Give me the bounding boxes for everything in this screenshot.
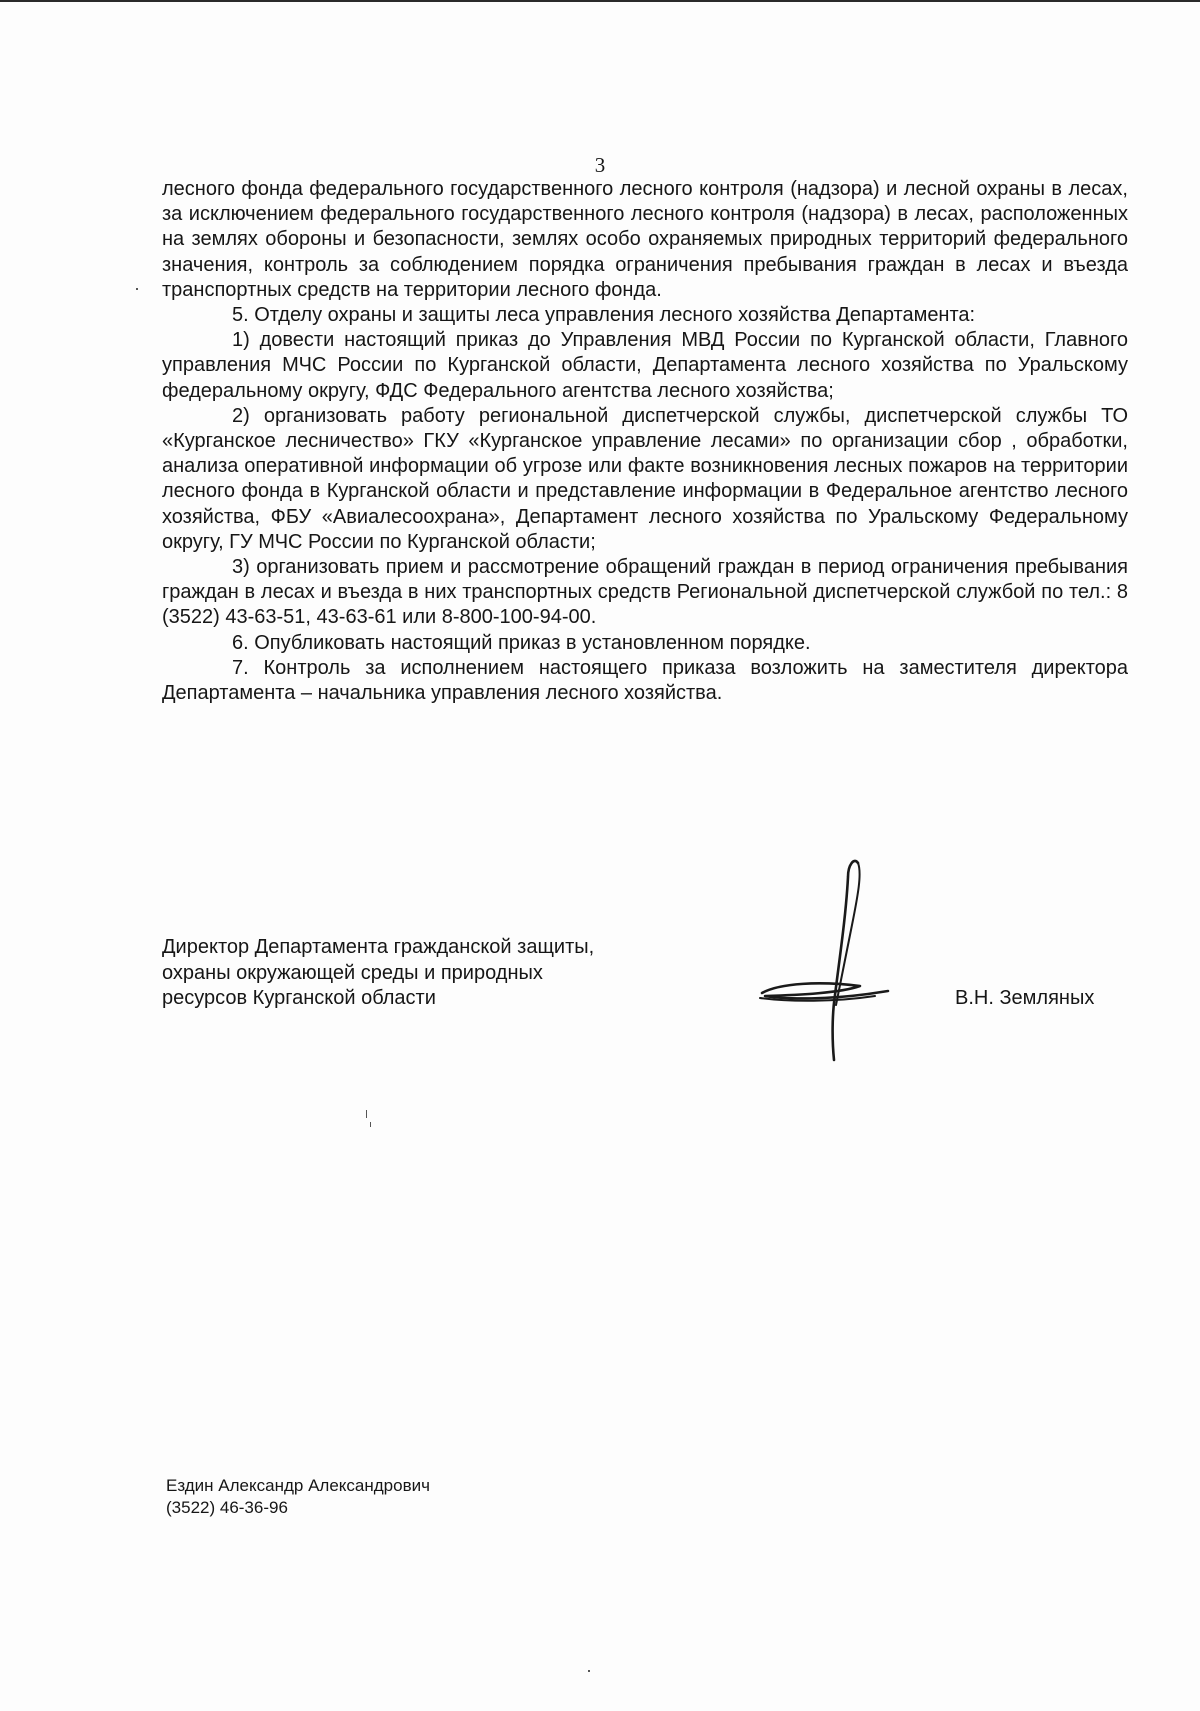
- scan-speck: [370, 1122, 371, 1127]
- scan-speck: [588, 1670, 590, 1672]
- signatory-position-line: Директор Департамента гражданской защиты,: [162, 936, 595, 958]
- paragraph-continuation: лесного фонда федерального государственного лесного контроля (надзора) и лесной охраны в лесах, за исключением федерального государственного лесного контроля (надзора) в лесах, расположенных на землях обороны и безопасности, землях особо охраняемых природных территорий федерального значения, контроль за соблюдением порядка ограничения пребывания граждан в лесах и въезда транспортных средств на территории лесного фонда.: [162, 178, 1128, 301]
- handwritten-signature: [740, 855, 910, 1070]
- scan-speck: [366, 1110, 367, 1118]
- paragraph-subitem-1: 1) довести настоящий приказ до Управления МВД России по Курганской области, Главного управления МЧС России по Курганской области, Департамента лесного хозяйства по Уральскому федеральному округу, ФДС Федерального агентства лесного хозяйства;: [162, 329, 1128, 402]
- paragraph-item-5: 5. Отделу охраны и защиты леса управления лесного хозяйства Департамента:: [232, 304, 976, 327]
- executor-info: [166, 1475, 430, 1518]
- page-number: 3: [594, 153, 606, 177]
- signatory-position: [162, 935, 722, 1012]
- scan-speck: [136, 288, 138, 290]
- signatory-name: В.Н. Земляных: [955, 987, 1095, 1009]
- document-body: [162, 177, 1128, 706]
- executor-phone: (3522) 46-36-96: [166, 1497, 288, 1517]
- paragraph-item-7: 7. Контроль за исполнением настоящего приказа возложить на заместителя директора Департамента – начальника управления лесного хозяйства.: [162, 656, 1128, 705]
- scan-top-edge: [0, 0, 1200, 2]
- paragraph-subitem-2: 2) организовать работу региональной диспетчерской службы, диспетчерской службы ТО «Курганское лесничество» ГКУ «Курганское управление лесами» по организации сбор , обработки, анализа оперативной информации об угрозе или факте возникновения лесных пожаров на территории лесного фонда в Курганской области и представление информации в Федеральное агентство лесного хозяйства, ФБУ «Авиалесоохрана», Департамент лесного хозяйства по Уральскому Федеральному округу, ГУ МЧС России по Курганской области;: [162, 404, 1128, 553]
- signatory-position-line: ресурсов Курганской области: [162, 987, 436, 1009]
- executor-name: Ездин Александр Александрович: [166, 1476, 430, 1495]
- paragraph-subitem-3: 3) организовать прием и рассмотрение обращений граждан в период ограничения пребывания граждан в лесах и въезда в них транспортных средств Региональной диспетчерской службой по тел.: 8 (3522) 43-63-51, 43-63-61 или 8-800-100-94-00.: [162, 556, 1128, 629]
- signatory-position-line: охраны окружающей среды и природных: [162, 961, 543, 984]
- paragraph-item-6: 6. Опубликовать настоящий приказ в установленном порядке.: [232, 631, 811, 654]
